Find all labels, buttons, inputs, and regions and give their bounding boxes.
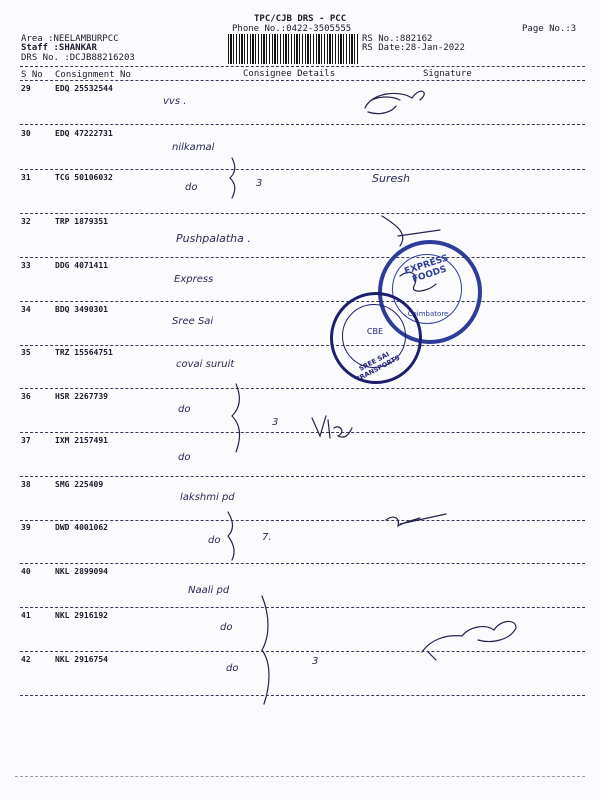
column-sno: S No <box>21 70 43 80</box>
row-consignment-no: NKL 2916192 <box>55 611 108 620</box>
handwritten-consignee: covai suruit <box>176 359 235 370</box>
row-consignment-no: SMG 225409 <box>55 480 104 489</box>
row-sno: 29 <box>21 84 31 93</box>
row-consignment-no: EDQ 47222731 <box>55 129 113 138</box>
row-consignment-no: TRZ 15564751 <box>55 348 113 357</box>
handwritten-consignee: vvs . <box>163 96 187 107</box>
sree-sai-stamp <box>330 292 422 384</box>
handwritten-count: 3 <box>256 178 263 189</box>
row-consignment-no: EDQ 25532544 <box>55 84 113 93</box>
row-sno: 39 <box>21 523 31 532</box>
row-sno: 37 <box>21 436 31 445</box>
handwritten-count: 7. <box>262 532 272 543</box>
handwritten-consignee: Naali pd <box>188 585 230 596</box>
stamp-text: EXPRESS FOODS <box>403 253 450 285</box>
signature-scribble <box>422 621 516 660</box>
signature-scribble <box>365 91 424 113</box>
row-sno: 34 <box>21 305 31 314</box>
rs-number: RS No.:882162 <box>362 34 433 44</box>
row-consignment-no: IXM 2157491 <box>55 436 108 445</box>
row-sno: 41 <box>21 611 31 620</box>
handwritten-ditto: do <box>208 535 221 546</box>
row-sno: 30 <box>21 129 31 138</box>
phone-number: Phone No.:0422-3505555 <box>232 24 352 34</box>
signature-scribble <box>312 416 352 438</box>
ditto-brace <box>228 512 234 560</box>
row-consignment-no: DWD 4001062 <box>55 523 108 532</box>
column-signature: Signature <box>423 69 472 79</box>
handwritten-consignee: Pushpalatha . <box>176 232 251 245</box>
row-sno: 36 <box>21 392 31 401</box>
handwritten-ditto: do <box>178 404 191 415</box>
handwritten-consignee: Express <box>174 274 214 285</box>
ditto-brace <box>262 596 269 704</box>
row-sno: 38 <box>21 480 31 489</box>
signature-scribble <box>386 514 446 526</box>
row-sno: 35 <box>21 348 31 357</box>
row-consignment-no: NKL 2899094 <box>55 567 108 576</box>
staff-label: Staff :SHANKAR <box>21 43 97 53</box>
handwritten-ditto: do <box>185 182 198 193</box>
stamp-text: CBE <box>366 327 384 336</box>
row-sno: 32 <box>21 217 31 226</box>
row-consignment-no: TCG 50106032 <box>55 173 113 182</box>
handwritten-signature: Suresh <box>372 172 410 185</box>
footer-divider <box>15 776 585 777</box>
column-consignment: Consignment No <box>55 70 131 80</box>
handwritten-consignee: lakshmi pd <box>180 492 235 503</box>
row-consignment-no: BDQ 3490301 <box>55 305 108 314</box>
handwritten-ditto: do <box>226 663 239 674</box>
handwritten-count: 3 <box>272 417 279 428</box>
drs-number: DRS No. :DCJB88216203 <box>21 53 135 63</box>
ditto-brace <box>232 384 239 452</box>
area-label: Area :NEELAMBURPCC <box>21 34 119 44</box>
rs-date: RS Date:28-Jan-2022 <box>362 43 465 53</box>
handwritten-consignee: nilkamal <box>172 142 215 153</box>
row-consignment-no: TRP 1879351 <box>55 217 108 226</box>
row-consignment-no: NKL 2916754 <box>55 655 108 664</box>
row-sno: 31 <box>21 173 31 182</box>
stamp-text: Coimbatore <box>407 310 449 318</box>
column-consignee: Consignee Details <box>243 69 336 79</box>
row-sno: 33 <box>21 261 31 270</box>
handwritten-ditto: do <box>220 622 233 633</box>
handwritten-ditto: do <box>178 452 191 463</box>
document-title: TPC/CJB DRS - PCC <box>254 14 347 24</box>
row-sno: 42 <box>21 655 31 664</box>
page-number: Page No.:3 <box>522 24 577 34</box>
row-consignment-no: DDG 4071411 <box>55 261 108 270</box>
handwritten-count: 3 <box>312 656 319 667</box>
stamp-text: SREE SAI TRANSPORTS <box>354 350 402 384</box>
row-consignment-no: HSR 2267739 <box>55 392 108 401</box>
ditto-brace <box>230 158 235 198</box>
row-sno: 40 <box>21 567 31 576</box>
handwritten-consignee: Sree Sai <box>172 316 214 327</box>
